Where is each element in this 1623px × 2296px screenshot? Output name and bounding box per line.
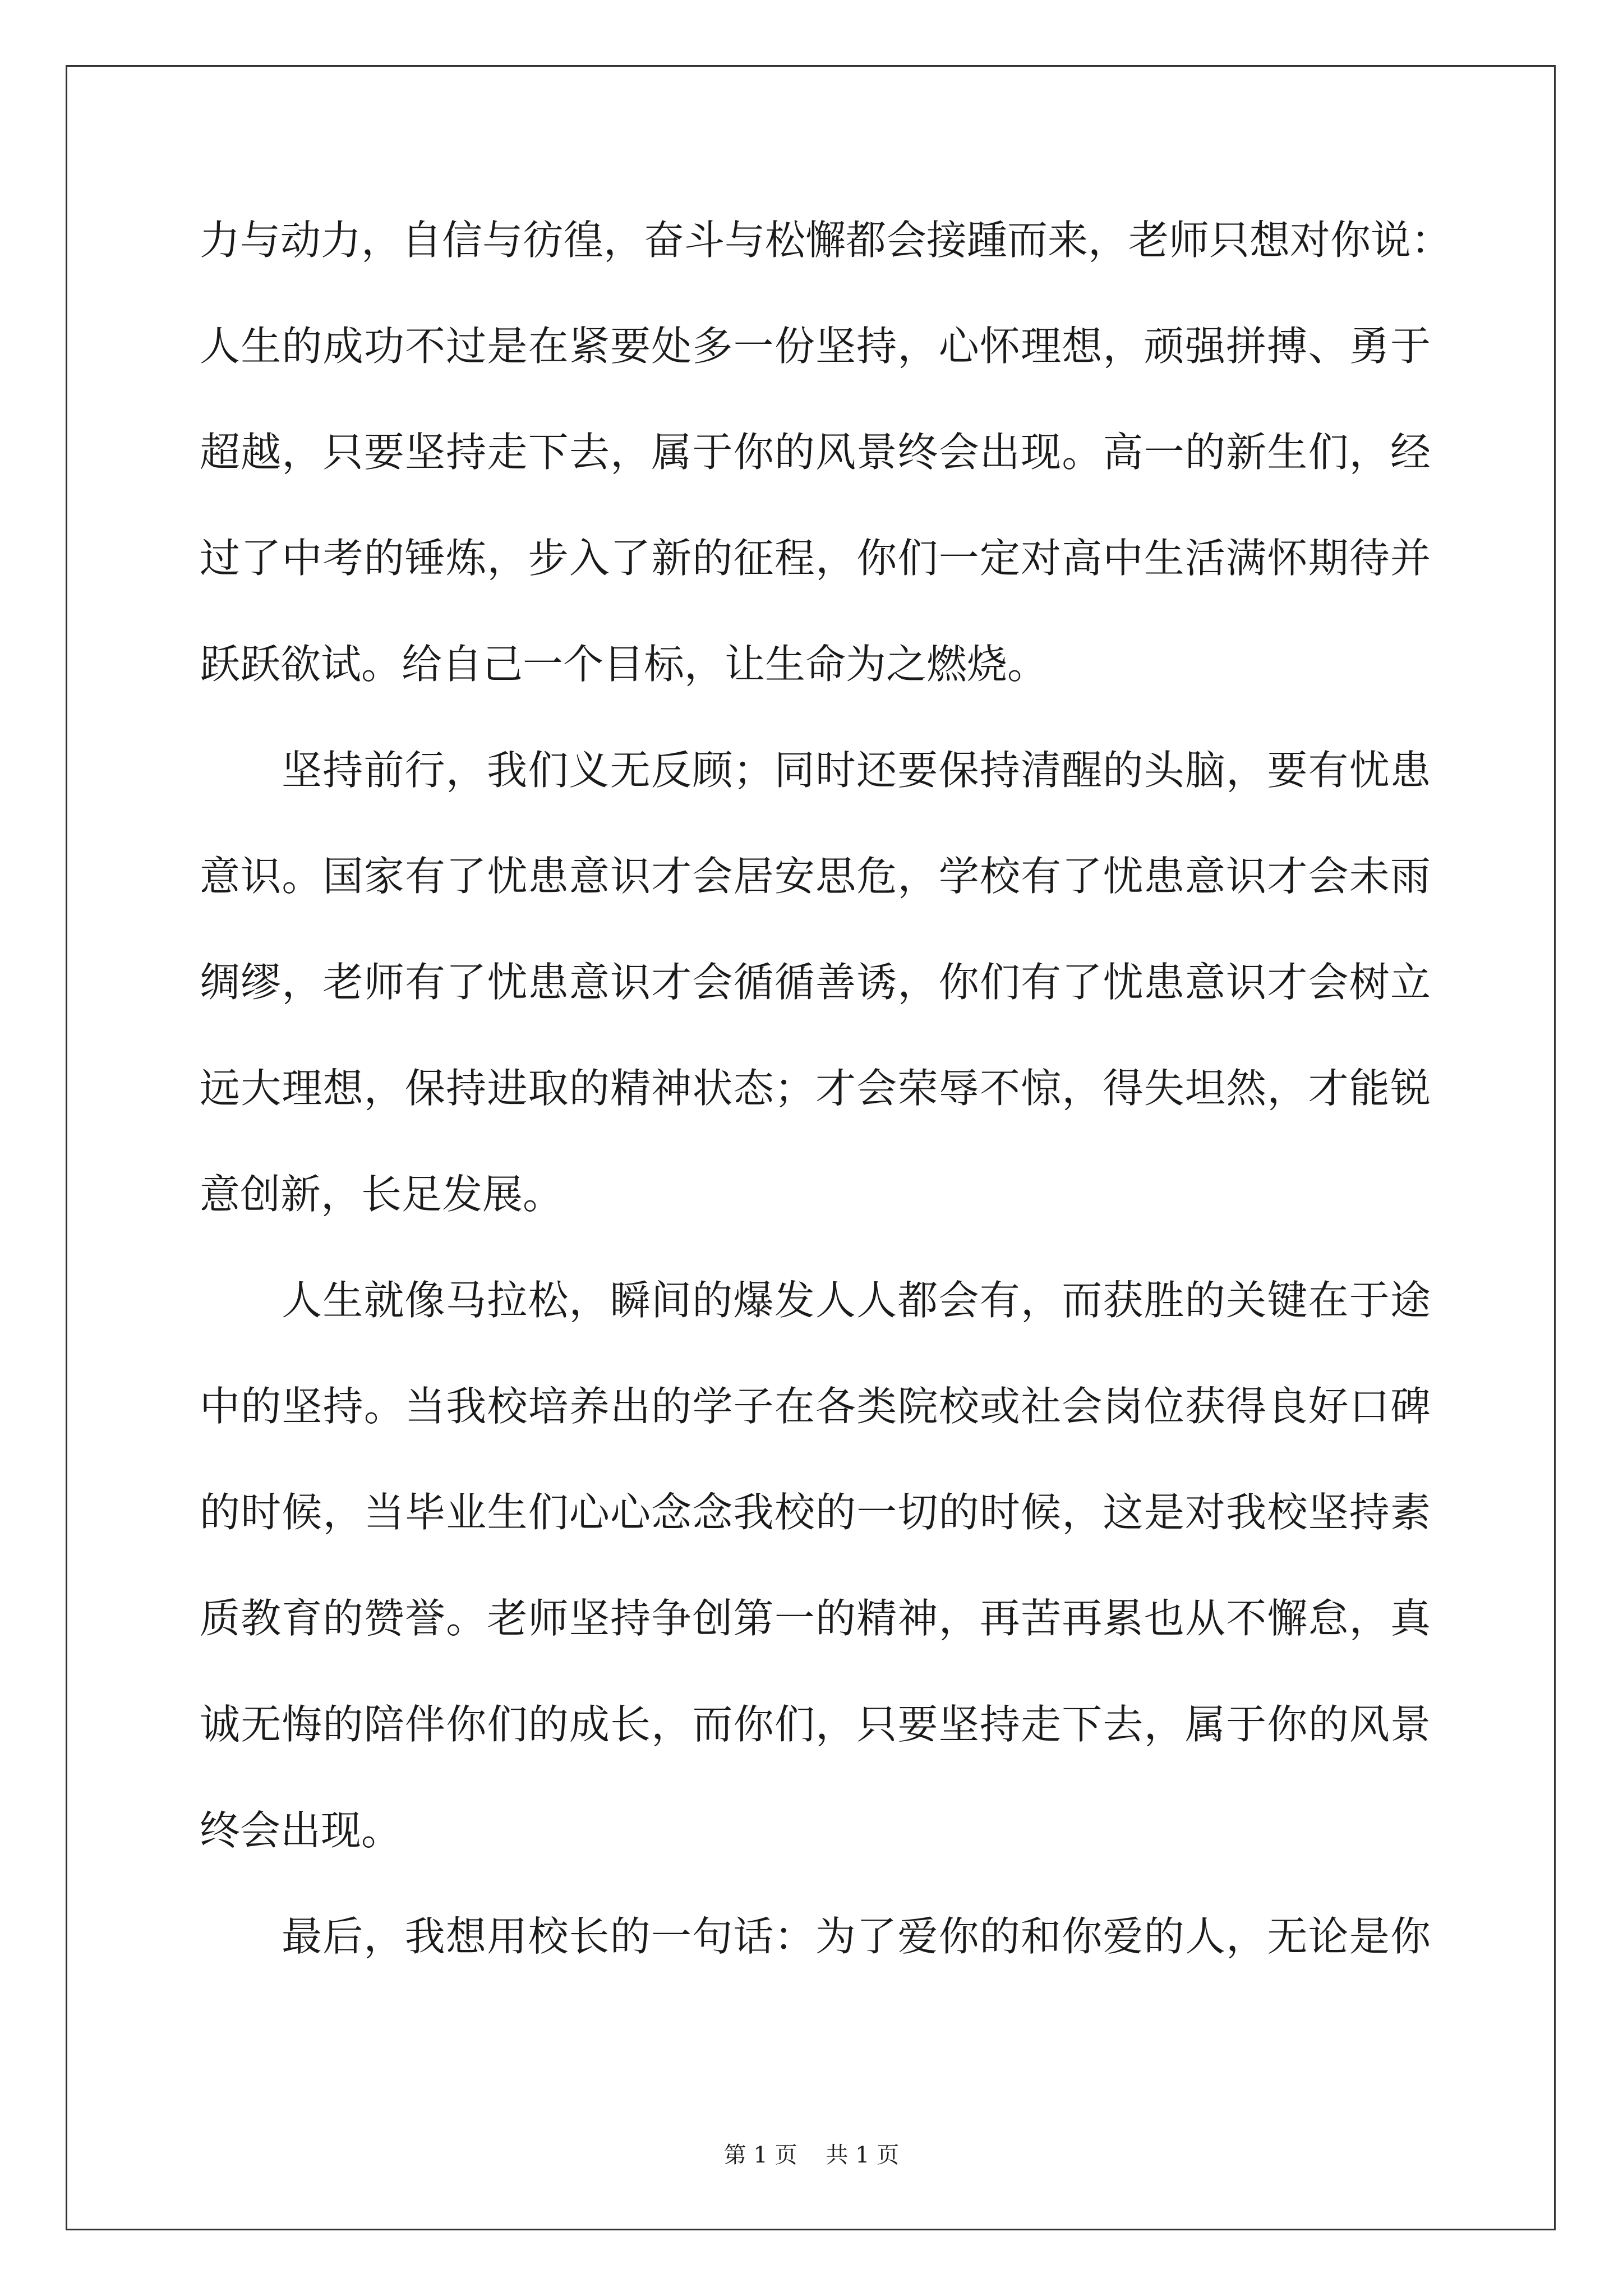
text-line: 过了中考的锤炼，步入了新的征程，你们一定对高中生活满怀期待并 — [200, 535, 1431, 582]
text-line: 最后，我想用校长的一句话：为了爱你的和你爱的人，无论是你 — [282, 1913, 1431, 1960]
text-line: 诚无悔的陪伴你们的成长，而你们，只要坚持走下去，属于你的风景 — [200, 1701, 1431, 1748]
text-line: 绸缪，老师有了忧患意识才会循循善诱，你们有了忧患意识才会树立 — [200, 959, 1431, 1006]
text-line: 人生的成功不过是在紧要处多一份坚持，心怀理想，顽强拼搏、勇于 — [200, 323, 1431, 370]
text-line: 中的坚持。当我校培养出的学子在各类院校或社会岗位获得良好口碑 — [200, 1383, 1431, 1430]
text-line: 意识。国家有了忧患意识才会居安思危，学校有了忧患意识才会未雨 — [200, 853, 1431, 900]
text-line: 跃跃欲试。给自己一个目标，让生命为之燃烧。 — [200, 641, 1048, 688]
text-line: 人生就像马拉松，瞬间的爆发人人都会有，而获胜的关键在于途 — [282, 1277, 1431, 1324]
text-line: 力与动力，自信与彷徨，奋斗与松懈都会接踵而来，老师只想对你说： — [200, 217, 1452, 264]
text-line: 远大理想，保持进取的精神状态；才会荣辱不惊，得失坦然，才能锐 — [200, 1065, 1431, 1112]
text-line: 质教育的赞誉。老师坚持争创第一的精神，再苦再累也从不懈怠，真 — [200, 1595, 1431, 1642]
document-body — [200, 217, 1452, 2022]
page-number-footer: 第 1 页 共 1 页 — [723, 2142, 900, 2168]
text-line: 终会出现。 — [200, 1807, 402, 1854]
text-line: 超越，只要坚持走下去，属于你的风景终会出现。高一的新生们，经 — [200, 429, 1431, 476]
text-line: 意创新，长足发展。 — [200, 1171, 564, 1218]
text-line: 坚持前行，我们义无反顾；同时还要保持清醒的头脑，要有忧患 — [282, 747, 1431, 794]
text-line: 的时候，当毕业生们心心念念我校的一切的时候，这是对我校坚持素 — [200, 1489, 1431, 1536]
